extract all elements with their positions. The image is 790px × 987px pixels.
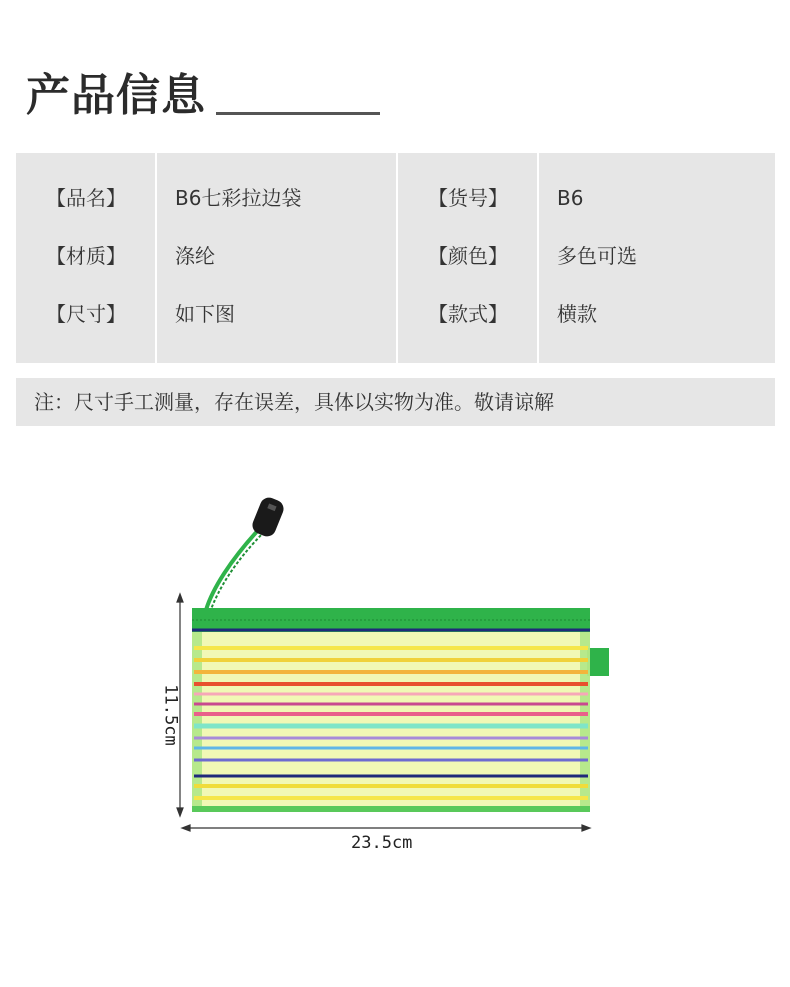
section-title: 产品信息 [26,70,206,121]
label-material: 【材质】 [46,244,126,268]
value-product-name: B6七彩拉边袋 [175,186,302,210]
spec-values-right [539,153,775,363]
spec-table [16,153,775,363]
spec-labels-right [398,153,537,363]
value-item-number: B6 [557,186,584,210]
value-size: 如下图 [175,302,235,326]
label-item-number: 【货号】 [428,186,508,210]
value-style: 横款 [557,302,597,326]
spec-labels-left [16,153,155,363]
product-image [150,480,630,880]
label-product-name: 【品名】 [46,186,126,210]
height-dimension-label: 11.5cm [160,684,181,746]
zipper-band [192,608,590,632]
spec-values-left [157,153,396,363]
label-style: 【款式】 [428,302,508,326]
measurement-note: 注：尺寸手工测量，存在误差，具体以实物为准。敬请谅解 [16,378,775,426]
width-dimension-label: 23.5cm [351,833,413,853]
label-size: 【尺寸】 [46,302,126,326]
title-underline [216,112,380,115]
side-tab [587,648,609,676]
value-color: 多色可选 [557,244,637,268]
label-color: 【颜色】 [428,244,508,268]
value-material: 涤纶 [175,244,215,268]
zipper-pull-icon [206,495,286,612]
